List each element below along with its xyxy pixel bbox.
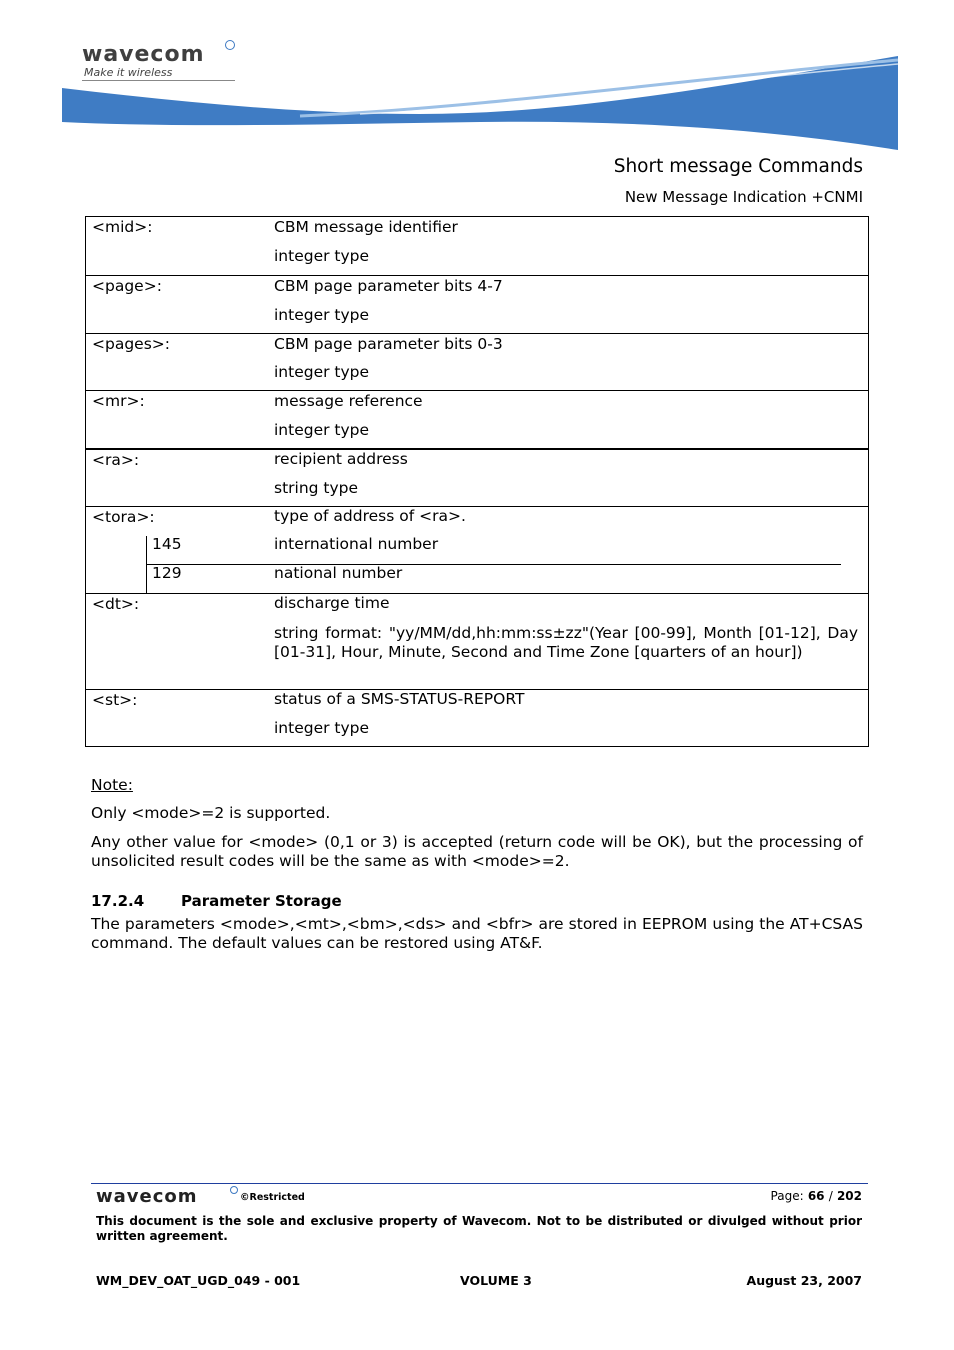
param-name: <page>: <box>92 277 162 295</box>
footer-restricted: ©Restricted <box>240 1192 305 1203</box>
param-type: integer type <box>274 306 370 324</box>
logo-swirl-icon <box>225 40 235 50</box>
param-desc: CBM page parameter bits 4-7 <box>274 277 503 295</box>
note-label: Note: <box>91 776 133 794</box>
param-desc: CBM message identifier <box>274 218 458 236</box>
footer-page-number: Page: 66 / 202 <box>770 1189 862 1203</box>
param-name: <mid>: <box>92 218 153 236</box>
header-swoosh <box>0 50 954 160</box>
section-heading-title: Parameter Storage <box>181 892 342 910</box>
param-row-ra <box>86 448 868 506</box>
value-table-rule <box>146 536 147 594</box>
note-paragraph: Only <mode>=2 is supported. <box>91 804 331 822</box>
param-name: <mr>: <box>92 392 145 410</box>
value-code: 145 <box>152 535 182 553</box>
wavecom-logo: wavecom <box>82 42 205 67</box>
param-type: string type <box>274 479 359 497</box>
param-format: string format: "yy/MM/dd,hh:mm:ss±zz"(Year [00-99], Month [01-12], Day [01-31], Hour, Minute, Second and Time Zone [quarters of an hour]) <box>274 624 858 661</box>
param-row-mr <box>86 390 868 448</box>
footer-volume: VOLUME 3 <box>460 1273 532 1288</box>
param-type: integer type <box>274 719 370 737</box>
parameter-table <box>85 216 869 747</box>
param-row-pages <box>86 333 868 390</box>
param-row-tora <box>86 506 868 593</box>
param-desc: status of a SMS-STATUS-REPORT <box>274 690 525 708</box>
param-name: <st>: <box>92 691 138 709</box>
footer-wavecom-logo: wavecom <box>96 1186 198 1207</box>
section-subtitle: New Message Indication +CNMI <box>624 188 863 206</box>
footer-rule <box>91 1183 868 1184</box>
param-desc: CBM page parameter bits 0-3 <box>274 335 503 353</box>
param-name: <ra>: <box>92 451 140 469</box>
param-name: <dt>: <box>92 595 140 613</box>
param-name: <tora>: <box>92 508 155 526</box>
param-desc: message reference <box>274 392 423 410</box>
param-row-dt <box>86 593 868 689</box>
note-paragraph: Any other value for <mode> (0,1 or 3) is accepted (return code will be OK), but the processing of unsolicited result codes will be the same as with <mode>=2. <box>91 833 863 870</box>
section-title: Short message Commands <box>613 156 863 177</box>
value-meaning: international number <box>274 535 439 553</box>
value-code: 129 <box>152 564 182 582</box>
param-desc: recipient address <box>274 450 408 468</box>
param-type: integer type <box>274 421 370 439</box>
value-table-rule <box>146 564 841 565</box>
param-desc: discharge time <box>274 594 390 612</box>
param-desc: type of address of <ra>. <box>274 507 466 525</box>
param-name: <pages>: <box>92 335 171 353</box>
value-meaning: national number <box>274 564 403 582</box>
section-heading <box>91 892 342 910</box>
footer-notice: This document is the sole and exclusive property of Wavecom. Not to be distributed or divulged without prior written agreement. <box>96 1214 862 1243</box>
logo-tagline: Make it wireless <box>84 66 173 79</box>
param-type: integer type <box>274 247 370 265</box>
section-body: The parameters <mode>,<mt>,<bm>,<ds> and <bfr> are stored in EEPROM using the AT+CSAS command. The default values can be restored using AT&F. <box>91 915 863 952</box>
param-row-page <box>86 275 868 333</box>
footer-logo-swirl-icon <box>230 1186 238 1194</box>
footer-doc-ref: WM_DEV_OAT_UGD_049 - 001 <box>96 1273 301 1288</box>
section-number: 17.2.4 <box>91 892 145 910</box>
footer-date: August 23, 2007 <box>746 1273 862 1288</box>
param-row-st <box>86 689 868 746</box>
param-row-mid <box>86 217 868 275</box>
param-type: integer type <box>274 363 370 381</box>
